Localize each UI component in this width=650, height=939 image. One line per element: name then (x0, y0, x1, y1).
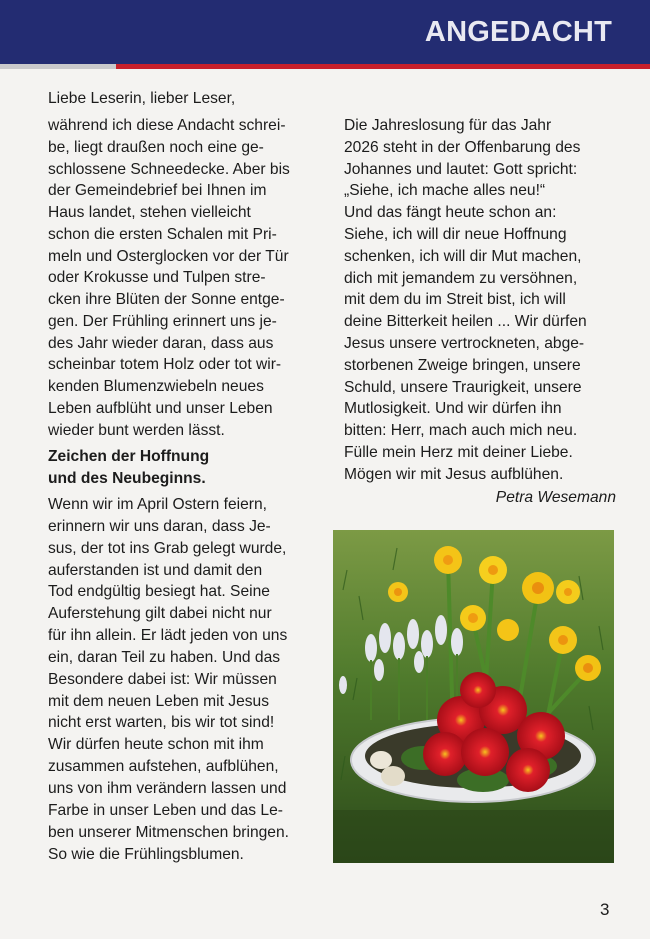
article-paragraph-3: Die Jahreslosung für das Jahr 2026 steht in der Offenbarung des Johannes und lautet: Gott spricht: „Siehe, ich mache alles neu!“ Und das fängt heute schon an: Siehe, ich will dir neue Hoffnung schenken, ich will dir Mut machen, dich mit jemandem zu versöhnen, mit dem du im Streit bist, ich will deine Bitterkeit heilen ... Wir dürfen Jesus unsere vertrockneten, abge- storbenen Zweige bringen, unsere Schuld, unsere Traurigkeit, unsere Mutlosigkeit. Und wir dürfen ihn bitten: Herr, mach auch mich neu. Fülle mein Herz mit deiner Liebe. Mögen wir mit Jesus aufblühen. (344, 117, 587, 483)
section-title: ANGEDACHT (424, 16, 612, 48)
article-paragraph-2: Wenn wir im April Ostern feiern, erinnern wir uns daran, dass Je- sus, der tot ins Grab gelegt wurde, auferstanden ist und damit den Tod endgültig besiegt hat. Seine Auferstehung gilt dabei nicht nur für ihn allein. Er lädt jeden von uns ein, daran Teil zu haben. Und das Besondere dabei ist: Wir müssen mit dem neuen Leben mit Jesus nicht erst warten, bis wir tot sind! Wir dürfen heute schon mit ihm zusammen aufstehen, aufblühen, uns von ihm verändern lassen und Farbe in unser Leben und das Le- ben unserer Mitmenschen bringen. So wie die Frühlingsblumen. (48, 496, 289, 863)
page-number: 3 (600, 900, 610, 919)
greeting: Liebe Leserin, lieber Leser, (48, 90, 236, 107)
article-paragraph-1: während ich diese Andacht schrei- be, liegt draußen noch eine ge- schlossene Schneedecke. Aber bis der Gemeindebrief bei Ihnen im Haus landet, stehen vielleicht schon die ersten Schalen mit Pri- meln und Osterglocken vor der Tür oder Krokusse und Tulpen stre- cken ihre Blüten der Sonne entge- gen. Der Frühling erinnert uns je- des Jahr wieder daran, dass aus scheinbar totem Holz oder tot wir- kenden Blumenzwiebeln neues Leben aufblüht und unser Leben wieder bunt werden lässt. (48, 117, 290, 439)
flower-photo-illustration (333, 530, 614, 863)
header-rule-red (116, 64, 650, 69)
author-signature: Petra Wesemann (495, 489, 616, 506)
flower-bowl-photo (333, 530, 614, 863)
article-subheading: Zeichen der Hoffnung und des Neubeginns. (48, 448, 210, 487)
